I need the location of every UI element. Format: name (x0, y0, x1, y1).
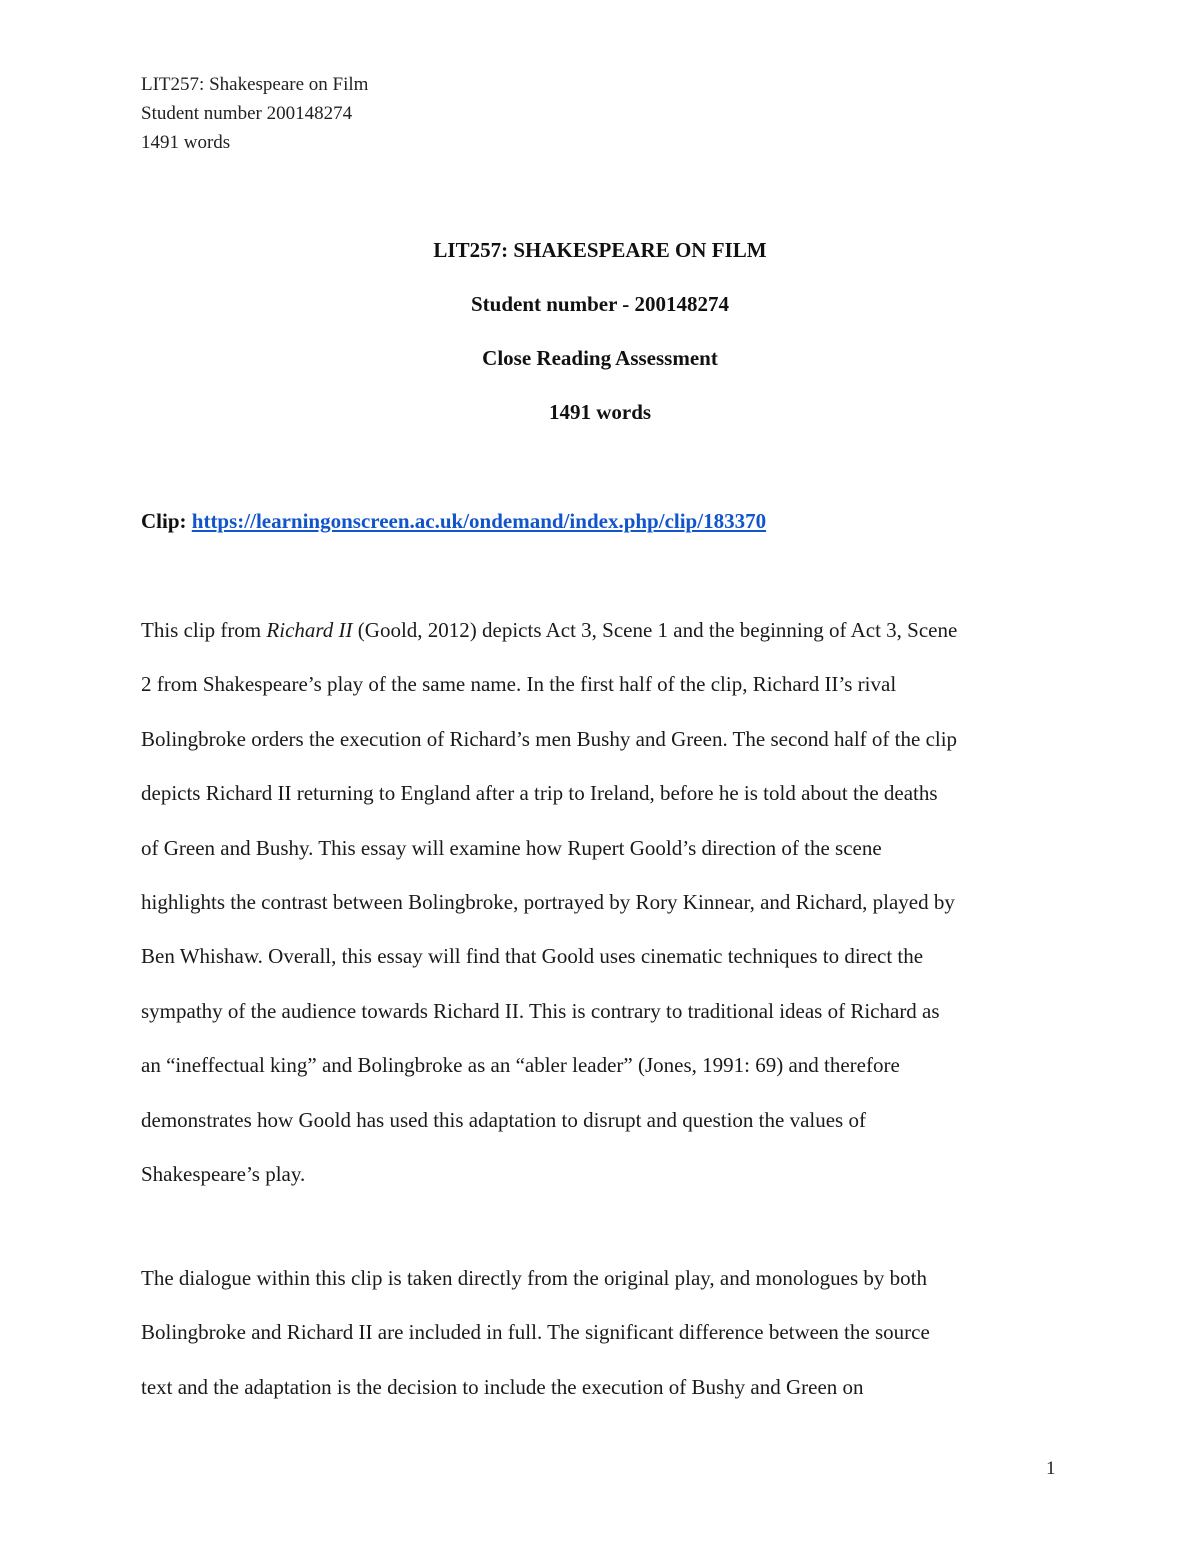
header-student-number: Student number 200148274 (141, 103, 353, 124)
paragraph-line: demonstrates how Goold has used this adaptation to disrupt and question the values of (141, 1107, 866, 1132)
course-title: LIT257: SHAKESPEARE ON FILM (433, 238, 767, 262)
paragraph-line: Bolingbroke orders the execution of Richard’s men Bushy and Green. The second half of the clip (141, 726, 958, 751)
clip-link[interactable]: https://learningonscreen.ac.uk/ondemand/index.php/clip/183370 (191, 509, 767, 533)
header-course: LIT257: Shakespeare on Film (141, 74, 369, 95)
paragraph-line: an “ineffectual king” and Bolingbroke as an “abler leader” (Jones, 1991: 69) and therefore (141, 1053, 900, 1078)
paragraph-line (141, 603, 1061, 657)
paragraph-line: Bolingbroke and Richard II are included in full. The significant difference between the source (141, 1320, 930, 1345)
paragraph-line: depicts Richard II returning to England after a trip to Ireland, before he is told about the deaths (141, 781, 938, 806)
paragraph-line: 2 from Shakespeare’s play of the same name. In the first half of the clip, Richard II’s rival (141, 672, 897, 697)
paragraph-line: Ben Whishaw. Overall, this essay will find that Goold uses cinematic techniques to direct the (141, 944, 924, 969)
clip-label: Clip: (141, 509, 187, 533)
assessment-title: Close Reading Assessment (482, 346, 718, 370)
header-word-count: 1491 words (141, 132, 231, 153)
paragraph-line: text and the adaptation is the decision to include the execution of Bushy and Green on (141, 1374, 864, 1399)
paragraph-line: The dialogue within this clip is taken directly from the original play, and monologues by both (141, 1266, 927, 1290)
film-title-italic: Richard II (266, 618, 353, 642)
paragraph-line: of Green and Bushy. This essay will examine how Rupert Goold’s direction of the scene (141, 835, 882, 860)
paragraph-introduction (141, 603, 1061, 1201)
text-run: This clip from (141, 618, 267, 642)
clip-reference (141, 505, 766, 537)
paragraph-line: sympathy of the audience towards Richard II. This is contrary to traditional ideas of Richard as (141, 998, 940, 1023)
paragraph-line: Shakespeare’s play. (141, 1161, 306, 1186)
text-run: (Goold, 2012) depicts Act 3, Scene 1 and the beginning of Act 3, Scene (352, 618, 958, 642)
running-header (141, 70, 368, 157)
title-student-number: Student number - 200148274 (470, 292, 730, 316)
page-number: 1 (1046, 1458, 1056, 1479)
title-block (0, 234, 1200, 450)
paragraph-dialogue (141, 1251, 1061, 1414)
title-word-count: 1491 words (548, 400, 652, 424)
paragraph-line: highlights the contrast between Bolingbroke, portrayed by Rory Kinnear, and Richard, played by (141, 889, 955, 914)
